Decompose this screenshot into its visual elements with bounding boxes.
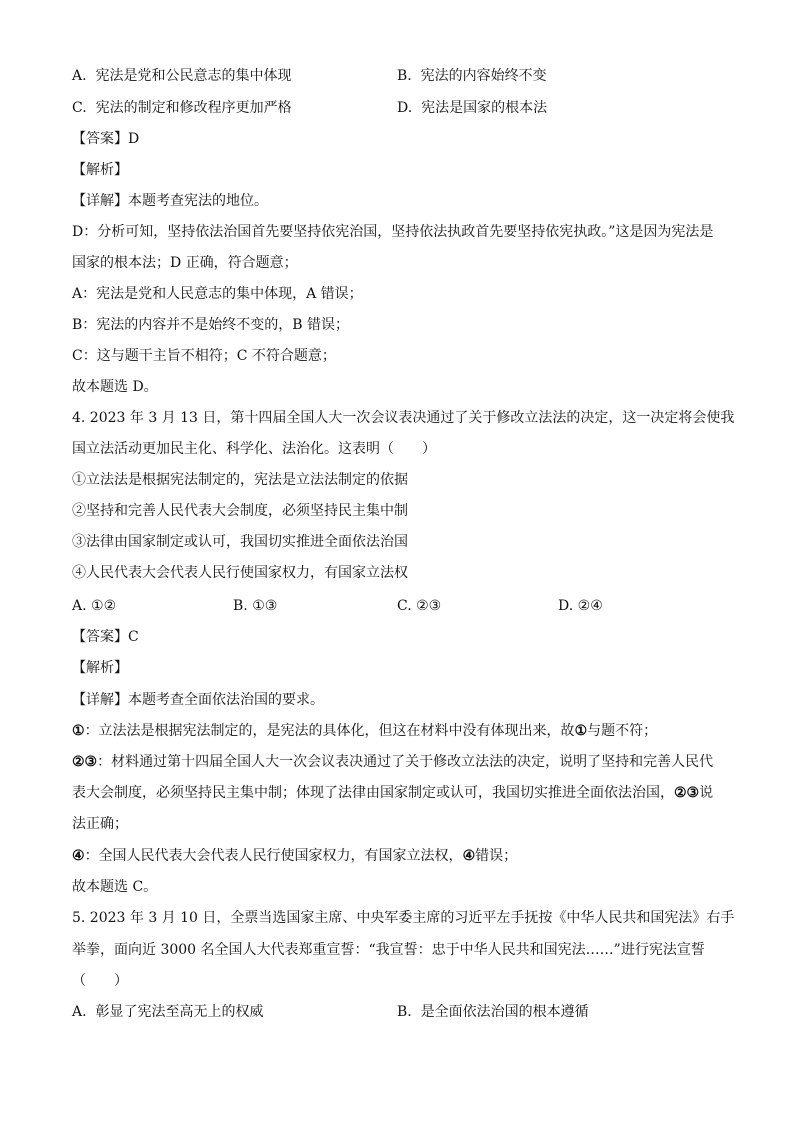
option-text: 宪法是党和公民意志的集中体现: [95, 68, 292, 84]
option-text: 宪法的制定和修改程序更加严格: [95, 100, 292, 116]
q4-explanation-2: ②③：材料通过第十四届全国人大一次会议表决通过了关于修改立法法的决定，说明了坚持和完善人民代: [72, 754, 714, 770]
option-label: D.: [558, 598, 574, 614]
option-label: B.: [397, 68, 412, 84]
q4-statement: ②坚持和完善人民代表大会制度，必须坚持民主集中制: [72, 503, 408, 519]
q3-explanation-line: B：宪法的内容并不是始终不变的，B 错误；: [72, 317, 350, 333]
option-label: A.: [72, 1004, 87, 1020]
q4-explanation-3: ④：全国人民代表大会代表人民行使国家权力，有国家立法权，④错误；: [72, 848, 518, 864]
q5-stem-line: （ ）: [72, 973, 128, 989]
q5-option-a: [72, 1002, 263, 1022]
q4-stem-line: 4. 2023 年 3 月 13 日，第十四届全国人大一次会议表决通过了关于修改立法法的决定，这一决定将会使我: [72, 410, 735, 426]
q4-detail: [72, 690, 324, 710]
answer-tag: 【答案】: [72, 131, 128, 147]
option-label: C.: [397, 598, 412, 614]
q3-answer: [72, 129, 139, 149]
detail-intro: 本题考查宪法的地位。: [128, 193, 268, 209]
q4-statement: ③法律由国家制定或认可，我国切实推进全面依法治国: [72, 534, 408, 550]
q3-option-b: [397, 66, 547, 86]
q3-analysis-tag: 【解析】: [72, 162, 128, 178]
q4-statement: ④人民代表大会代表人民行使国家权力，有国家立法权: [72, 565, 408, 581]
answer-tag: 【答案】: [72, 629, 128, 645]
option-label: B.: [233, 598, 248, 614]
q4-explanation-2-end: 法正确；: [72, 816, 128, 832]
option-text: ②③: [416, 598, 442, 614]
q4-explanation-2-cont: 表大会制度，必须坚持民主集中制；体现了法律由国家制定或认可，我国切实推进全面依法治国，②③说: [72, 785, 714, 801]
q3-option-c: [72, 98, 292, 118]
answer-value: C: [128, 629, 139, 645]
detail-tag: 【详解】: [72, 692, 128, 708]
option-text: ②④: [577, 598, 603, 614]
q5-option-b: [397, 1002, 589, 1022]
q4-option-b: [233, 596, 277, 616]
option-text: 宪法的内容始终不变: [420, 68, 547, 84]
q4-stem-line: 国立法活动更加民主化、科学化、法治化。这表明（ ）: [72, 441, 436, 457]
q3-explanation-line: C：这与题干主旨不相符；C 不符合题意；: [72, 348, 336, 364]
q3-conclusion: 故本题选 D。: [72, 379, 158, 395]
detail-intro: 本题考查全面依法治国的要求。: [128, 692, 324, 708]
q4-option-c: [397, 596, 441, 616]
option-text: 宪法是国家的根本法: [421, 100, 548, 116]
option-text: 是全面依法治国的根本遵循: [420, 1004, 589, 1020]
option-label: A.: [72, 598, 87, 614]
q4-analysis-tag: 【解析】: [72, 660, 128, 676]
q3-explanation-line: 国家的根本法；D 正确，符合题意；: [72, 255, 298, 271]
option-label: D.: [397, 100, 413, 116]
q3-explanation-line: A：宪法是党和人民意志的集中体现，A 错误；: [72, 286, 363, 302]
option-label: B.: [397, 1004, 412, 1020]
q3-option-d: [397, 98, 547, 118]
q4-option-a: [72, 596, 116, 616]
option-label: A.: [72, 68, 87, 84]
q5-stem-line: 5. 2023 年 3 月 10 日，全票当选国家主席、中央军委主席的习近平左手抚按《中华人民共和国宪法》右手: [72, 910, 735, 926]
q4-option-d: [558, 596, 603, 616]
q3-explanation-line: D：分析可知，坚持依法治国首先要坚持依宪治国，坚持依法执政首先要坚持依宪执政。”这是因为宪法是: [72, 224, 714, 240]
q4-statement: ①立法法是根据宪法制定的，宪法是立法法制定的依据: [72, 472, 408, 488]
option-text: 彰显了宪法至高无上的权威: [95, 1004, 264, 1020]
answer-value: D: [128, 131, 140, 147]
q4-conclusion: 故本题选 C。: [72, 879, 158, 895]
q3-option-a: [72, 66, 291, 86]
q3-detail: [72, 191, 268, 211]
option-text: ①②: [91, 598, 117, 614]
option-label: C.: [72, 100, 87, 116]
q4-answer: [72, 627, 139, 647]
q5-stem-line: 举拳，面向近 3000 名全国人大代表郑重宣誓：“我宣誓：忠于中华人民共和国宪法……”进行宪法宣誓: [72, 942, 705, 958]
detail-tag: 【详解】: [72, 193, 128, 209]
option-text: ①③: [252, 598, 278, 614]
q4-explanation-1: ①：立法法是根据宪法制定的，是宪法的具体化，但这在材料中没有体现出来，故①与题不符；: [72, 723, 658, 739]
